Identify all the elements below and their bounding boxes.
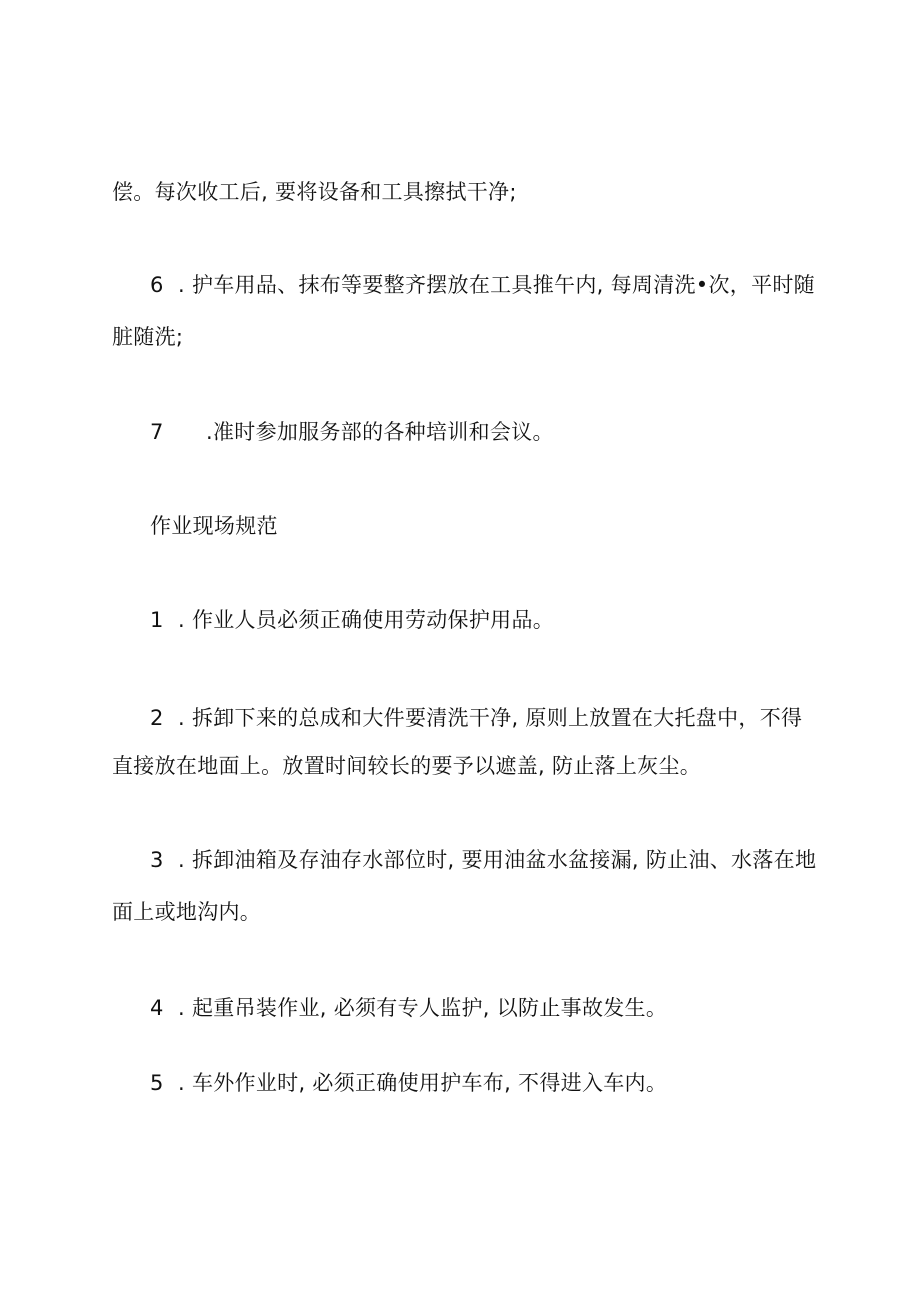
rule-number: 5 xyxy=(150,1071,164,1095)
item-6-line-2 xyxy=(112,322,183,352)
rule-5-line-1 xyxy=(150,1068,667,1098)
section-title-text: 作业现场规范 xyxy=(150,514,278,538)
rule-number: 2 xyxy=(150,706,164,730)
item-text: .准时参加服务部的各种培训和会议。 xyxy=(206,420,554,444)
rule-3-line-1 xyxy=(150,845,816,875)
rule-text: . 拆卸下来的总成和大件要清洗干净, 原则上放置在大托盘中，不得 xyxy=(178,706,803,730)
paragraph-continued-line xyxy=(112,177,517,207)
rule-3-line-2 xyxy=(112,897,261,927)
rule-text-continued: 直接放在地面上。放置时间较长的要予以遮盖, 防止落上灰尘。 xyxy=(112,754,702,778)
rule-text-continued: 面上或地沟内。 xyxy=(112,900,262,924)
rule-text: . 车外作业时, 必须正确使用护车布, 不得进入车内。 xyxy=(178,1071,668,1095)
paragraph-text: 偿。每次收工后, 要将设备和工具擦拭干净; xyxy=(112,180,517,204)
rule-text: . 起重吊装作业, 必须有专人监护, 以防止事故发生。 xyxy=(178,996,668,1020)
rule-number: 1 xyxy=(150,608,164,632)
item-7-line-1 xyxy=(150,417,554,447)
rule-4-line-1 xyxy=(150,993,667,1023)
rule-text: . 作业人员必须正确使用劳动保护用品。 xyxy=(178,608,555,632)
item-number: 6 xyxy=(150,273,164,297)
item-6-line-1 xyxy=(150,270,815,300)
section-title xyxy=(150,511,278,541)
rule-number: 3 xyxy=(150,848,164,872)
rule-number: 4 xyxy=(150,996,164,1020)
rule-2-line-2 xyxy=(112,751,701,781)
rule-1-line-1 xyxy=(150,605,554,635)
item-text-continued: 脏随洗; xyxy=(112,325,184,349)
item-text: . 护车用品、抹布等要整齐摆放在工具推午内, 每周清洗•次，平时随 xyxy=(178,273,815,297)
rule-2-line-1 xyxy=(150,703,802,733)
item-number: 7 xyxy=(150,420,164,444)
rule-text: . 拆卸油箱及存油存水部位时, 要用油盆水盆接漏, 防止油、水落在地 xyxy=(178,848,817,872)
